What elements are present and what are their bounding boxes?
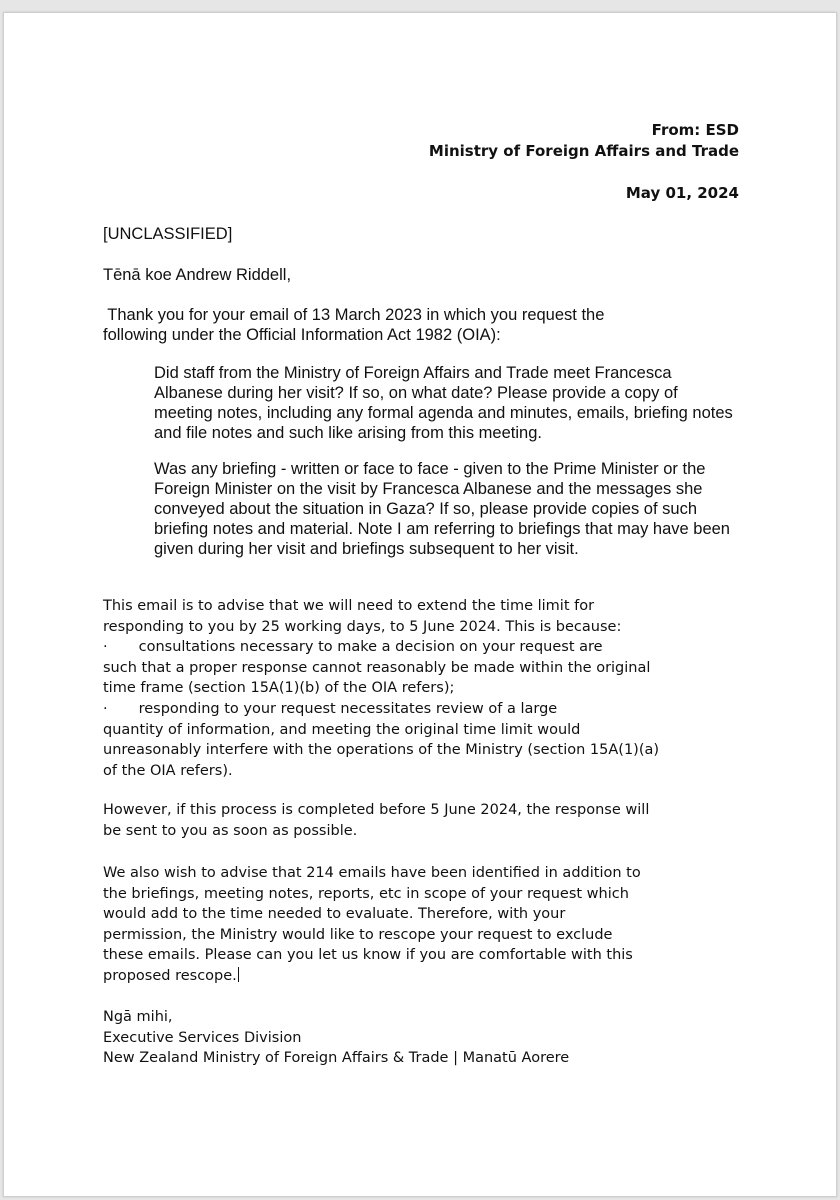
- bullet-1-continuation: such that a proper response cannot reasonably be made within the original time frame (section 15A(1)(b) of the OIA refers);: [103, 659, 651, 697]
- bullet-2-continuation: quantity of information, and meeting the original time limit would unreasonably interfere with the operations of the Ministry (section 15A(1)(a) of the OIA refers).: [103, 721, 660, 779]
- signoff: Ngā mihi,: [103, 1009, 173, 1025]
- bullet-1-first-line: consultations necessary to make a decision on your request are: [138, 639, 603, 656]
- bullet-2-first-line: responding to your request necessitates review of a large: [138, 700, 558, 717]
- bullet-2: [103, 699, 663, 720]
- text-cursor: [238, 967, 239, 982]
- signature-block: [103, 1007, 663, 1069]
- sender-block: [429, 120, 739, 162]
- classification-label: [UNCLASSIFIED]: [103, 225, 233, 243]
- from-line: From: ESD: [651, 121, 739, 139]
- rescope-paragraph: [103, 863, 648, 987]
- extension-notice: [103, 596, 663, 781]
- bullet-1-symbol: ·: [103, 639, 108, 656]
- letter-page: [3, 12, 837, 1197]
- however-paragraph: However, if this process is completed before 5 June 2024, the response will be sent to you as soon as possible.: [103, 802, 650, 839]
- intro-line-2: following under the Official Information Act 1982 (OIA):: [103, 326, 501, 344]
- sender-organisation: Ministry of Foreign Affairs and Trade: [428, 142, 739, 160]
- greeting: Tēnā koe Andrew Riddell,: [103, 266, 292, 284]
- request-item-2: Was any briefing - written or face to face - given to the Prime Minister or the Foreign Minister on the visit by Francesca Albanese and the messages she conveyed about the situation in Gaza? If so, please provide copies of such briefing notes and material. Note I am referring to briefings that may have been given during her visit and briefings subsequent to her visit.: [154, 460, 730, 558]
- intro-line-1: Thank you for your email of 13 March 2023 in which you request the: [103, 306, 605, 324]
- bullet-1: [103, 637, 663, 658]
- bullet-2-symbol: ·: [103, 700, 108, 717]
- extension-intro: This email is to advise that we will need to extend the time limit for responding to you by 25 working days, to 5 June 2024. This is because:: [103, 598, 622, 635]
- organisation-name: New Zealand Ministry of Foreign Affairs & Trade | Manatū Aorere: [103, 1050, 570, 1067]
- division-name: Executive Services Division: [103, 1029, 302, 1046]
- request-item-1: Did staff from the Ministry of Foreign Affairs and Trade meet Francesca Albanese during her visit? If so, on what date? Please provide a copy of meeting notes, including any formal agenda and minutes, emails, briefing notes and file notes and such like arising from this meeting.: [154, 364, 733, 442]
- rescope-text: We also wish to advise that 214 emails have been identified in addition to the briefings, meeting notes, reports, etc in scope of your request which would add to the time needed to evaluate. Therefore, with your permission, the Ministry would like to rescope your request to exclude these emails. Please can you let us know if you are comfortable with this proposed rescope.: [103, 865, 641, 984]
- letter-date: May 01, 2024: [625, 184, 739, 202]
